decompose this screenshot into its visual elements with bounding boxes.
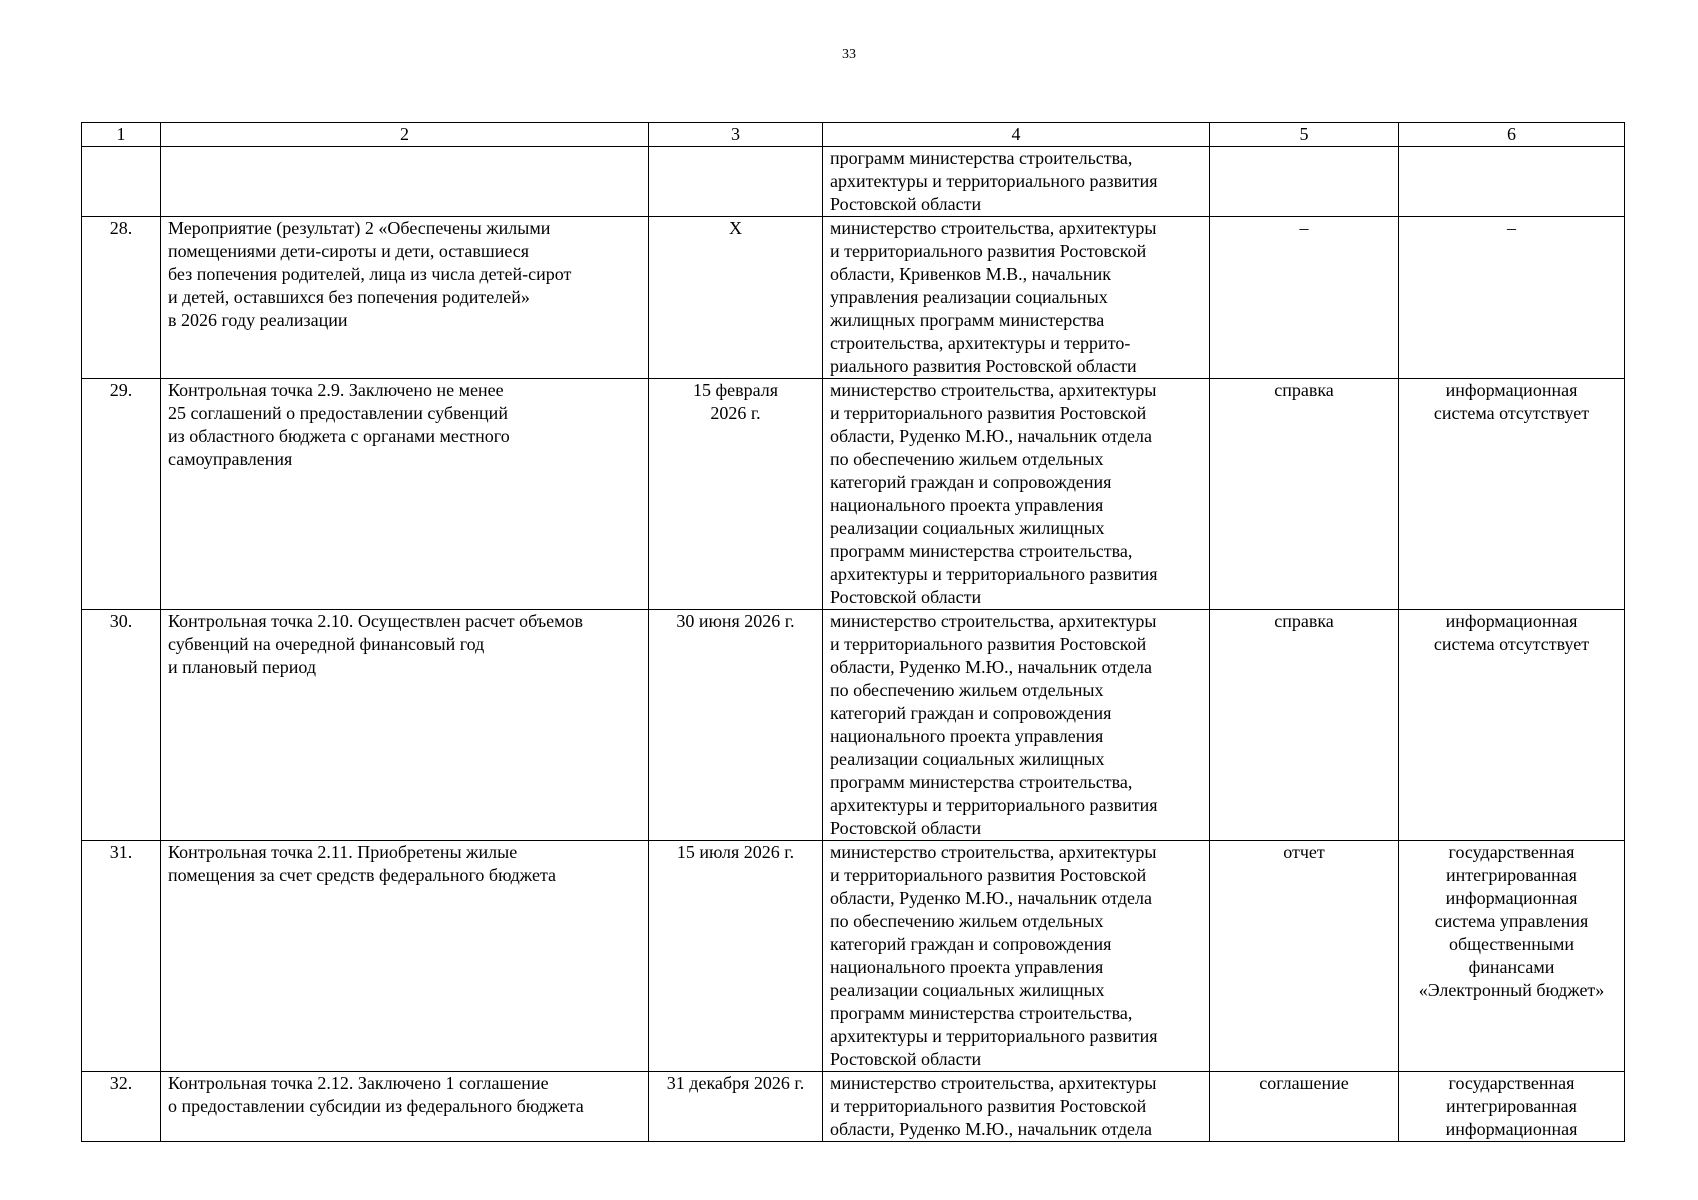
responsible: программ министерства строительства, архитектуры и территориального развития Ростовской области [823, 147, 1210, 217]
table-row [82, 379, 1625, 610]
event-name: Контрольная точка 2.11. Приобретены жилые помещения за счет средств федерального бюджета [161, 841, 649, 1072]
document-type: справка [1210, 379, 1399, 610]
row-number: 28. [82, 217, 161, 379]
responsible: министерство строительства, архитектуры и территориального развития Ростовской области, Руденко М.Ю., начальник отдела по обеспечению жильем отдельных категорий граждан и сопровождения национального проекта управления реализации социальных жилищных программ министерства строительства, архитектуры и территориального развития Ростовской области [823, 379, 1210, 610]
information-system: государственная интегрированная информационная система управления общественными финансами «Электронный бюджет» [1399, 841, 1625, 1072]
document-type: справка [1210, 610, 1399, 841]
deadline: 15 февраля 2026 г. [649, 379, 823, 610]
document-type [1210, 147, 1399, 217]
event-name [161, 147, 649, 217]
column-header-5: 5 [1210, 123, 1399, 147]
responsible: министерство строительства, архитектуры и территориального развития Ростовской области, Руденко М.Ю., начальник отдела [823, 1072, 1210, 1142]
responsible: министерство строительства, архитектуры и территориального развития Ростовской области, Кривенков М.В., начальник управления реализации социальных жилищных программ министерства строительства, архитектуры и террито- риального развития Ростовской области [823, 217, 1210, 379]
event-name: Контрольная точка 2.9. Заключено не менее 25 соглашений о предоставлении субвенций из областного бюджета с органами местного самоуправления [161, 379, 649, 610]
event-name: Контрольная точка 2.12. Заключено 1 соглашение о предоставлении субсидии из федерального бюджета [161, 1072, 649, 1142]
document-type: – [1210, 217, 1399, 379]
information-system: государственная интегрированная информационная [1399, 1072, 1625, 1142]
header-row [82, 123, 1625, 147]
information-system: – [1399, 217, 1625, 379]
row-number: 31. [82, 841, 161, 1072]
row-number: 29. [82, 379, 161, 610]
document-type: соглашение [1210, 1072, 1399, 1142]
column-header-2: 2 [161, 123, 649, 147]
control-points-table [81, 122, 1625, 1142]
information-system [1399, 147, 1625, 217]
deadline: Х [649, 217, 823, 379]
page-number: 33 [842, 47, 856, 62]
event-name: Мероприятие (результат) 2 «Обеспечены жилыми помещениями дети-сироты и дети, оставшиеся без попечения родителей, лица из числа детей-сирот и детей, оставшихся без попечения родителей» в 2026 году реализации [161, 217, 649, 379]
deadline: 30 июня 2026 г. [649, 610, 823, 841]
row-number: 32. [82, 1072, 161, 1142]
row-number [82, 147, 161, 217]
information-system: информационная система отсутствует [1399, 610, 1625, 841]
responsible: министерство строительства, архитектуры и территориального развития Ростовской области, Руденко М.Ю., начальник отдела по обеспечению жильем отдельных категорий граждан и сопровождения национального проекта управления реализации социальных жилищных программ министерства строительства, архитектуры и территориального развития Ростовской области [823, 610, 1210, 841]
deadline [649, 147, 823, 217]
deadline: 31 декабря 2026 г. [649, 1072, 823, 1142]
event-name: Контрольная точка 2.10. Осуществлен расчет объемов субвенций на очередной финансовый год и плановый период [161, 610, 649, 841]
column-header-6: 6 [1399, 123, 1625, 147]
responsible: министерство строительства, архитектуры и территориального развития Ростовской области, Руденко М.Ю., начальник отдела по обеспечению жильем отдельных категорий граждан и сопровождения национального проекта управления реализации социальных жилищных программ министерства строительства, архитектуры и территориального развития Ростовской области [823, 841, 1210, 1072]
table-row [82, 1072, 1625, 1142]
column-header-3: 3 [649, 123, 823, 147]
table-row [82, 217, 1625, 379]
table-row [82, 610, 1625, 841]
column-header-4: 4 [823, 123, 1210, 147]
information-system: информационная система отсутствует [1399, 379, 1625, 610]
column-header-1: 1 [82, 123, 161, 147]
deadline: 15 июля 2026 г. [649, 841, 823, 1072]
table-row [82, 841, 1625, 1072]
document-type: отчет [1210, 841, 1399, 1072]
row-number: 30. [82, 610, 161, 841]
table-row [82, 147, 1625, 217]
